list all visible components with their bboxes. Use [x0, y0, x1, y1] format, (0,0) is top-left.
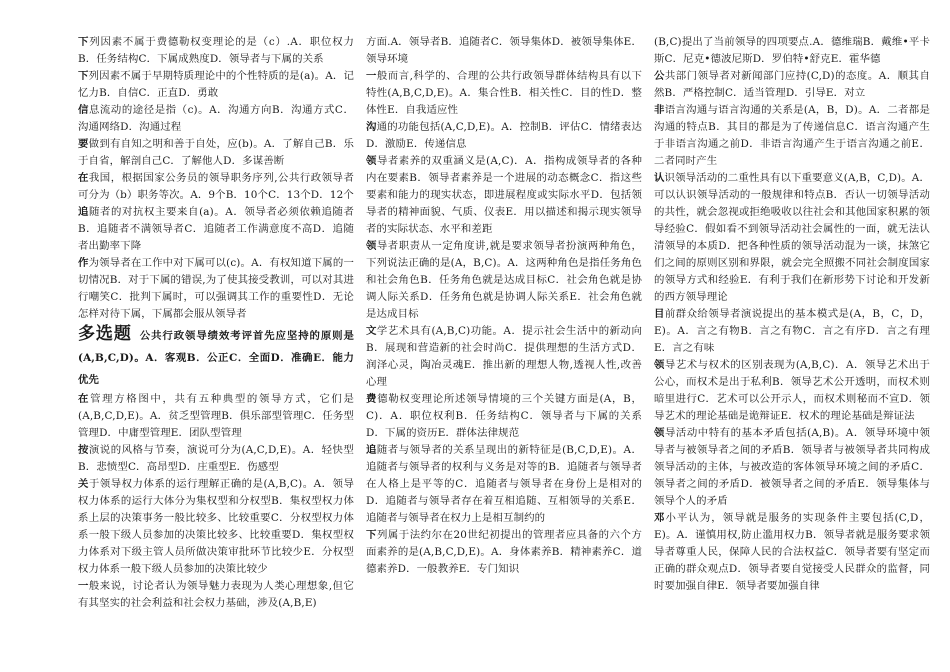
question-paragraph: 追随者与领导者的关系呈现出的新特征是(B,C,D,E)。A．追随者与领导者的权利与义务是对等的B．追随者与领导者在人格上是平等的C．追随者与领导者在身份上是相对的D．追随者与领导者存在着互相追随、互相领导的关系E．追随者与领导者在权力上是相互制约的	[366, 444, 642, 524]
question-paragraph: (B,C)提出了当前领导的四项要点.A．德维瑞B．戴维•平卡斯C．尼克•德波尼斯D．罗伯特•舒克E．霍华德	[654, 36, 930, 65]
section-heading: 多选题	[78, 324, 132, 344]
question-paragraph: 领导艺术与权术的区别表现为(A,B,C)．A．领导艺术出于公心，而权术是出于私利B．领导艺术公开透明，而权术则暗里进行C．艺术可以公开示人，而权术则秘而不宣D．领导艺术的理论基础是诡辩证E．权术的理论基础是辩证法	[654, 359, 930, 422]
text-column-left	[78, 34, 354, 672]
question-paragraph: 一般而言,科学的、合理的公共行政领导群体结构具有以下特性(A,B,C,D,E)。A．集合性B．相关性C．目的性D．整体性E．自我适应性	[366, 70, 642, 116]
question-paragraph: 在我国，根据国家公务员的领导职务序列,公共行政领导者可分为（b）职务等次。A．9个B．10个C．13个D．12个	[78, 172, 354, 201]
question-paragraph: 信息流动的途径是指（c)。A．沟通方向B．沟通方式C．沟通网络D．沟通过程	[78, 104, 354, 133]
question-paragraph: 领导者素养的双重涵义是(A,C)．A．指构成领导者的各种内在要素B．领导者素养是一个进展的动态概念C．指这些要素和能力的现实状态，即进展程度或实际水平D．包括领导者的精神面貌、气质、仪表E．用以描述和揭示现实领导者的实际状态、水平和差距	[366, 155, 642, 235]
question-paragraph: 邓小平认为，领导就是服务的实现条件主要包括(C,D，E)。A．谨慎用权,防止滥用权力B．领导者就是服务要求领导者尊重人民，保障人民的合法权益C．领导者要有坚定而正确的群众观点D．领导者要自觉接受人民群众的监督，同时要加强自律E．领导者要加强自律	[654, 512, 930, 592]
section-multiple-choice	[78, 323, 354, 391]
text-column-right	[654, 34, 930, 672]
section-first-question: 公共行政领导绩效考评首先应坚持的原则是(A,B,C,D)。A．客观B．公正C．全面D．准确E．能力优先	[78, 330, 354, 386]
question-paragraph: 沟通的功能包括(A,C,D,E)。A．控制B．评估C．情绪表达D．激励E．传递信息	[366, 121, 642, 150]
question-paragraph: 公共部门领导者对新闻部门应持(C,D)的态度。A．顺其自然B．严格控制C．适当管理D．引导E．对立	[654, 70, 930, 99]
question-paragraph: 领导者职责从一定角度讲,就是要求领导者扮演两种角色，下列说法正确的是(A，B,C)。A．这两种角色是指任务角色和社会角色B．任务角色就是达成目标C．社会角色就是协调人际关系D．任务角色就是协调人际关系E．社会角色就是达成目标	[366, 240, 642, 320]
question-paragraph: 费德勒权变理论所述领导情境的三个关键方面是(A，B，C)．A．职位权利B．任务结构C．领导者与下属的关系D．下属的资历E．群体法律规范	[366, 393, 642, 439]
question-paragraph: 按演说的风格与节奏，演说可分为(A,C,D,E)。A．轻快型B．悲愤型C．高昂型D．庄重型E．伤感型	[78, 444, 354, 473]
text-column-middle	[366, 34, 642, 672]
question-paragraph: 方面.A．领导者B．追随者C．领导集体D．被领导集体E．领导环境	[366, 36, 642, 65]
question-paragraph: 在管理方格图中，共有五种典型的领导方式，它们是(A,B,C,D,E)。A．贫乏型管理B．俱乐部型管理C．任务型管理D．中庸型管理E．团队型管理	[78, 393, 354, 439]
question-paragraph: 一般来说，讨论者认为领导魅力表现为人类心理想象,但它有其坚实的社会利益和社会权力基础，涉及(A,B,E)	[78, 580, 354, 609]
question-paragraph: 下列属于法约尔在20世纪初提出的管理者应具备的六个方面素养的是(A,B,C,D,E)。A．身体素养B．精神素养C．道德素养D．一般教养E．专门知识	[366, 529, 642, 575]
question-paragraph: 关于领导权力体系的运行理解正确的是(A,B,C)。A．领导权力体系的运行大体分为集权型和分权型B．集权型权力体系上层的决策事务一般比较多、比较重要C．分权型权力体系一般下级人员参加的决策比较多、比较重要D．集权型权力体系对下级主管人员所做决策审批环节比较少E．分权型权力体系一般下级人员参加的决策比较少	[78, 478, 354, 575]
question-paragraph: 目前群众给领导者演说提出的基本模式是(A，B，C，D，E)。A．言之有物B．言之有物C．言之有序D．言之有理E．言之有味	[654, 308, 930, 354]
question-paragraph: 领导活动中特有的基本矛盾包括(A,B)。A．领导环境中领导者与被领导者之间的矛盾B．领导者与被领导者共同构成领导活动的主体，与被改造的客体领导环境之间的矛盾C．领导者之间的矛盾D．被领导者之间的矛盾E．领导集体与领导个人的矛盾	[654, 427, 930, 507]
question-paragraph: 追随者的对抗权主要来自(a)。A．领导者必须依赖追随者B．追随者不满领导者C．追随者工作满意度不高D．追随者出勤率下降	[78, 206, 354, 252]
question-paragraph: 认识领导活动的二重性具有以下重要意义(A,B，C,D)。A．可以认识领导活动的一般规律和特点B．否认一切领导活动的共性，就会忽视或拒绝吸收以往社会和其他国家积累的领导经验C．假如看不到领导活动社会属性的一面，就无法认清领导的本质D．把各种性质的领导活动混为一谈，抹煞它们之间的原则区别和界限，就会完全照搬不同社会制度国家的领导方式和经验E．有利于我们在新形势下讨论和开发新的西方领导理论	[654, 172, 930, 303]
question-paragraph: 要做到有自知之明和善于自处，应(b)。A．了解自己B．乐于自省，解剖自己C．了解他人D．多谋善断	[78, 138, 354, 167]
question-paragraph: 文学艺术具有(A,B,C)功能。A．提示社会生活中的新动向B．展现和营造新的社会时尚C．提供理想的生活方式D．润泽心灵，陶冶灵魂E．推出新的理想人物,透视人性,改善心理	[366, 325, 642, 388]
question-paragraph: 下列因素不属于费德勒权变理论的是（c）.A．职位权力B．任务结构C．下属成熟度D．领导者与下属的关系	[78, 36, 354, 65]
question-paragraph: 下列因素不属于早期特质理论中的个性特质的是(a)。A．记忆力B．自信C．正直D．勇敢	[78, 70, 354, 99]
question-paragraph: 非语言沟通与语言沟通的关系是(A，B，D)。A．二者都是沟通的特点B．其目的都是为了传递信息C．语言沟通产生于非语言沟通之前D．非语言沟通产生于语言沟通之前E．二者同时产生	[654, 104, 930, 167]
question-paragraph: 作为领导者在工作中对下属可以(c)。A．有权知道下属的一切情况B．对于下属的错误,为了使其接受教训，可以对其进行嘲笑C．批判下属时，可以强调其工作的重要性D．无论怎样对待下属，下属都会服从领导者	[78, 257, 354, 320]
